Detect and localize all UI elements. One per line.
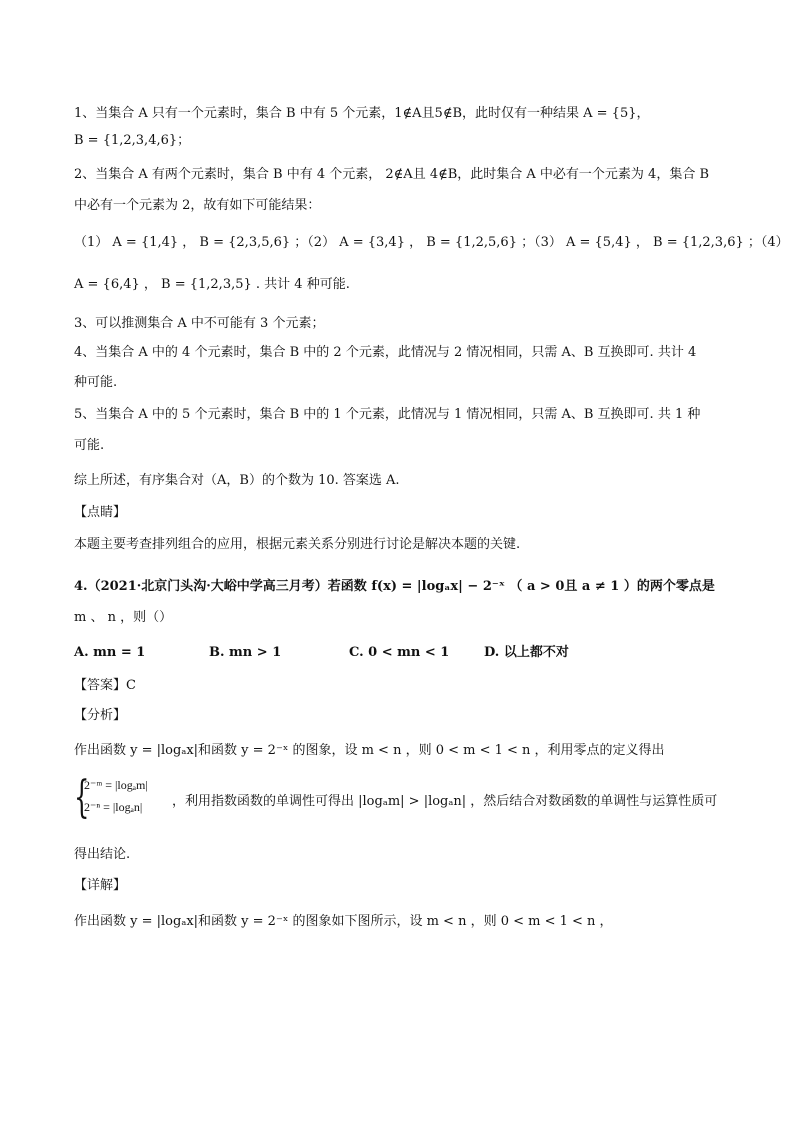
analysis-text: 作出函数 y = |logₐx|和函数 y = 2⁻ˣ 的图象，设 m < n ，则 0 < m < 1 < n ，利用零点的定义得出 xyxy=(74,743,665,758)
solution-case-3: 3、可以推测集合 A 中不可能有 3 个元素； xyxy=(74,316,325,331)
option-d: D. 以上都不对 xyxy=(484,645,569,660)
analysis-text-end: 得出结论. xyxy=(74,847,131,862)
solution-case-5: 5、当集合 A 中的 5 个元素时，集合 B 中的 1 个元素，此情况与 1 情况相同，只需 A、B 互换即可. 共 1 种 xyxy=(74,407,701,422)
equation-1: 2⁻ᵐ = |logₐm| xyxy=(84,778,148,792)
section-heading-key-point: 【点睛】 xyxy=(74,505,127,520)
key-point-text: 本题主要考查排列组合的应用，根据元素关系分别进行讨论是解决本题的关键. xyxy=(74,537,521,552)
question-4-stem-cont: m 、 n ，则（） xyxy=(74,610,173,625)
solution-summary: 综上所述，有序集合对（A，B）的个数为 10. 答案选 A. xyxy=(74,473,400,488)
equation-2: 2⁻ⁿ = |logₐn| xyxy=(84,800,143,814)
detail-text: 作出函数 y = |logₐx|和函数 y = 2⁻ˣ 的图象如下图所示，设 m < n ，则 0 < m < 1 < n ， xyxy=(74,914,613,929)
option-a: A. mn = 1 xyxy=(74,645,146,660)
section-heading-answer: 【答案】C xyxy=(74,678,136,693)
left-brace-icon: { xyxy=(74,772,90,823)
question-4-stem: 4.（2021·北京门头沟·大峪中学高三月考）若函数 f(x) = |logₐx| − 2⁻ˣ （ a > 0且 a ≠ 1 ）的两个零点是 xyxy=(74,579,715,594)
section-heading-detail: 【详解】 xyxy=(74,878,127,893)
equation-system-block xyxy=(74,772,734,826)
solution-case-5-cont: 可能. xyxy=(74,438,105,453)
solution-case-2-results-cont: A = {6,4} ， B = {1,2,3,5} . 共计 4 种可能. xyxy=(74,277,350,292)
option-c: C. 0 < mn < 1 xyxy=(349,645,450,660)
analysis-text-cont: ，利用指数函数的单调性可得出 |logₐm| > |logₐn| ，然后结合对数函数的单调性与运算性质可 xyxy=(172,794,718,809)
solution-case-1: 1、当集合 A 只有一个元素时，集合 B 中有 5 个元素，1∉A且5∉B，此时仅有一种结果 A = {5}， xyxy=(74,106,650,121)
option-b: B. mn > 1 xyxy=(209,645,282,660)
solution-case-1-result: B = {1,2,3,4,6}； xyxy=(74,133,191,148)
solution-case-2-cont: 中必有一个元素为 2，故有如下可能结果： xyxy=(74,198,321,213)
section-heading-analysis: 【分析】 xyxy=(74,708,127,723)
solution-case-2: 2、当集合 A 有两个元素时，集合 B 中有 4 个元素， 2∉A且 4∉B，此时集合 A 中必有一个元素为 4，集合 B xyxy=(74,167,710,182)
solution-case-4: 4、当集合 A 中的 4 个元素时，集合 B 中的 2 个元素，此情况与 2 情况相同，只需 A、B 互换即可. 共计 4 xyxy=(74,345,697,360)
solution-case-4-cont: 种可能. xyxy=(74,375,118,390)
solution-case-2-results: （1） A = {1,4} ， B = {2,3,5,6} ；（2） A = {3,4} ， B = {1,2,5,6} ；（3） A = {5,4} ， B = {1,2,3,6} ；（4） xyxy=(74,235,789,250)
